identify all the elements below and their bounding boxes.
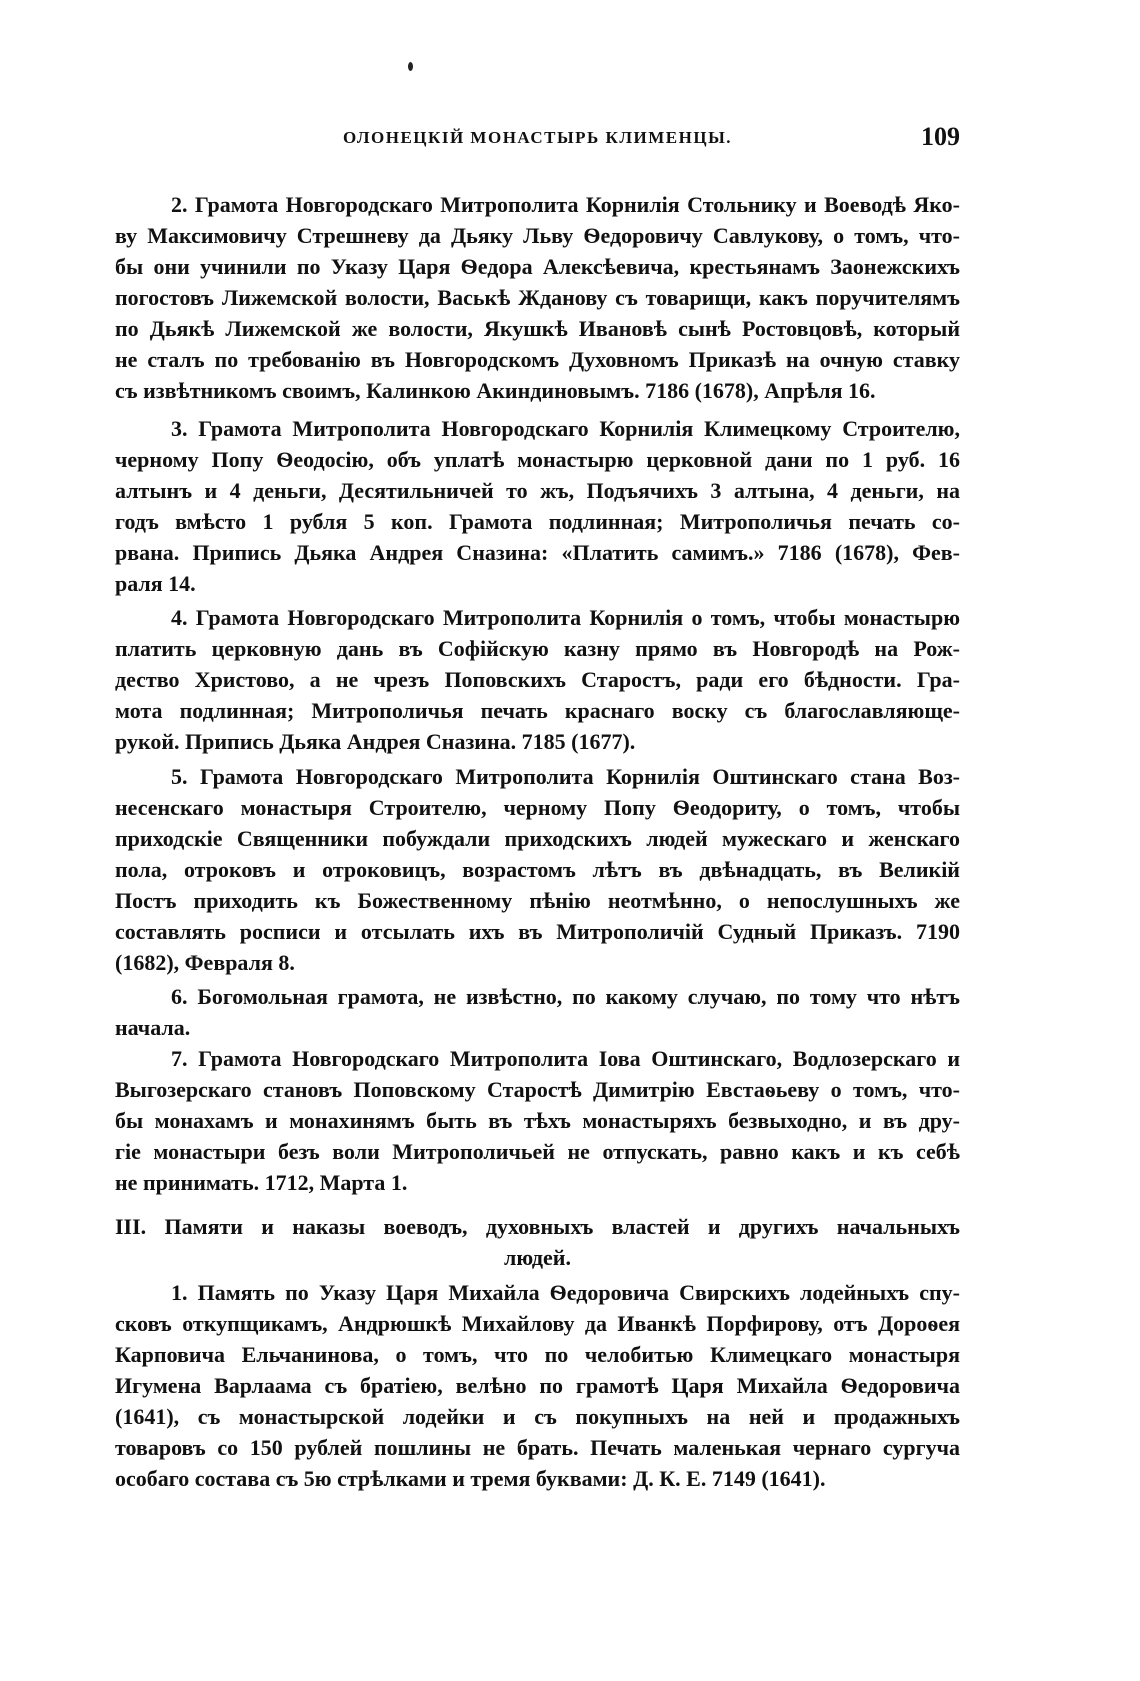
text-line: Игумена Варлаама съ братіею, велѣно по грамотѣ Царя Михайла Ѳедоровича xyxy=(115,1373,960,1398)
text-line: бы монахамъ и монахинямъ быть въ тѣхъ монастыряхъ безвыходно, и въ дру- xyxy=(115,1108,960,1133)
text-line: сковъ откупщикамъ, Андрюшкѣ Михайлову да Иванкѣ Порфирову, отъ Дороѳея xyxy=(115,1311,960,1336)
text-line: съ извѣтникомъ своимъ, Калинкою Акиндиновымъ. 7186 (1678), Апрѣля 16. xyxy=(115,378,876,403)
paragraph-item-2 xyxy=(115,189,960,406)
page-header xyxy=(115,124,960,154)
text-line: товаровъ со 150 рублей пошлины не брать. Печать маленькая чернаго сургуча xyxy=(115,1435,960,1460)
text-line: Карповича Ельчанинова, о томъ, что по челобитью Климецкаго монастыря xyxy=(115,1342,960,1367)
text-line: 5. Грамота Новгородскаго Митрополита Корнилія Оштинскаго стана Воз- xyxy=(171,764,960,789)
text-line: алтынъ и 4 деньги, Десятильничей то жъ, Подъячихъ 3 алтына, 4 деньги, на xyxy=(115,478,960,503)
text-line: приходскіе Священники побуждали приходскихъ людей мужескаго и женскаго xyxy=(115,826,960,851)
text-line: 2. Грамота Новгородскаго Митрополита Корнилія Стольнику и Воеводѣ Яко- xyxy=(171,192,960,217)
text-line: (1682), Февраля 8. xyxy=(115,950,295,975)
paragraph-item-1 xyxy=(115,1277,960,1494)
text-line: черному Попу Ѳеодосію, объ уплатѣ монастырю церковной дани по 1 руб. 16 xyxy=(115,447,960,472)
heading-line: III. Памяти и наказы воеводъ, духовныхъ властей и другихъ начальныхъ xyxy=(115,1214,960,1239)
text-line: 3. Грамота Митрополита Новгородскаго Корнилія Климецкому Строителю, xyxy=(171,416,960,441)
text-line: несенскаго монастыря Строителю, черному Попу Ѳеодориту, о томъ, чтобы xyxy=(115,795,960,820)
text-line: особаго состава съ 5ю стрѣлками и тремя буквами: Д. К. Е. 7149 (1641). xyxy=(115,1466,826,1491)
text-line: не принимать. 1712, Марта 1. xyxy=(115,1170,408,1195)
paragraph-item-5 xyxy=(115,761,960,978)
text-line: рвана. Припись Дьяка Андрея Сназина: «Платить самимъ.» 7186 (1678), Фев- xyxy=(115,540,960,565)
text-line: по Дьякѣ Лижемской же волости, Якушкѣ Ивановѣ сынѣ Ростовцовѣ, который xyxy=(115,316,960,341)
ink-speck xyxy=(408,62,413,71)
text-line: 4. Грамота Новгородскаго Митрополита Корнилія о томъ, чтобы монастырю xyxy=(171,605,960,630)
text-line: рукой. Припись Дьяка Андрея Сназина. 7185 (1677). xyxy=(115,729,636,754)
text-line: начала. xyxy=(115,1015,191,1040)
text-line: 6. Богомольная грамота, не извѣстно, по какому случаю, по тому что нѣтъ xyxy=(171,984,960,1009)
paragraph-item-7 xyxy=(115,1043,960,1198)
text-line: раля 14. xyxy=(115,571,196,596)
text-line: 7. Грамота Новгородскаго Митрополита Іова Оштинскаго, Водлозерскаго и xyxy=(171,1046,960,1071)
running-title: ОЛОНЕЦКІЙ МОНАСТЫРЬ КЛИМЕНЦЫ. xyxy=(342,128,733,147)
text-line: платить церковную дань въ Софійскую казну прямо въ Новгородѣ на Рож- xyxy=(115,636,960,661)
text-line: мота подлинная; Митрополичья печать краснаго воску съ благославляюще- xyxy=(115,698,960,723)
paragraph-item-4 xyxy=(115,602,960,757)
text-line: составлять росписи и отсылать ихъ въ Митрополичій Судный Приказъ. 7190 xyxy=(115,919,960,944)
paragraph-item-6 xyxy=(115,981,960,1043)
text-line: Выгозерскаго становъ Поповскому Старостѣ Димитрію Евстаѳьеву о томъ, что- xyxy=(115,1077,960,1102)
heading-line: людей. xyxy=(504,1245,571,1270)
page-number: 109 xyxy=(921,122,960,151)
text-line: погостовъ Лижемской волости, Васькѣ Жданову съ товарищи, какъ поручителямъ xyxy=(115,285,960,310)
text-line: (1641), съ монастырской лодейки и съ покупныхъ на ней и продажныхъ xyxy=(115,1404,960,1429)
paragraph-item-3 xyxy=(115,413,960,599)
text-line: гіе монастыри безъ воли Митрополичьей не отпускать, равно какъ и къ себѣ xyxy=(115,1139,960,1164)
text-line: бы они учинили по Указу Царя Ѳедора Алексѣевича, крестьянамъ Заонежскихъ xyxy=(115,254,960,279)
text-line: годъ вмѣсто 1 рубля 5 коп. Грамота подлинная; Митрополичья печать со- xyxy=(115,509,960,534)
section-heading xyxy=(115,1211,960,1273)
text-line: пола, отроковъ и отроковицъ, возрастомъ лѣтъ въ двѣнадцать, въ Великій xyxy=(115,857,960,882)
text-line: не сталъ по требованію въ Новгородскомъ Духовномъ Приказѣ на очную ставку xyxy=(115,347,960,372)
text-line: 1. Память по Указу Царя Михайла Ѳедоровича Свирскихъ лодейныхъ спу- xyxy=(171,1280,960,1305)
text-line: ву Максимовичу Стрешневу да Дьяку Льву Ѳедоровичу Савлукову, о томъ, что- xyxy=(115,223,960,248)
text-line: дество Христово, а не чрезъ Поповскихъ Старостъ, ради его бѣдности. Гра- xyxy=(115,667,960,692)
text-line: Постъ приходить къ Божественному пѣнію неотмѣнно, о непослушныхъ же xyxy=(115,888,960,913)
